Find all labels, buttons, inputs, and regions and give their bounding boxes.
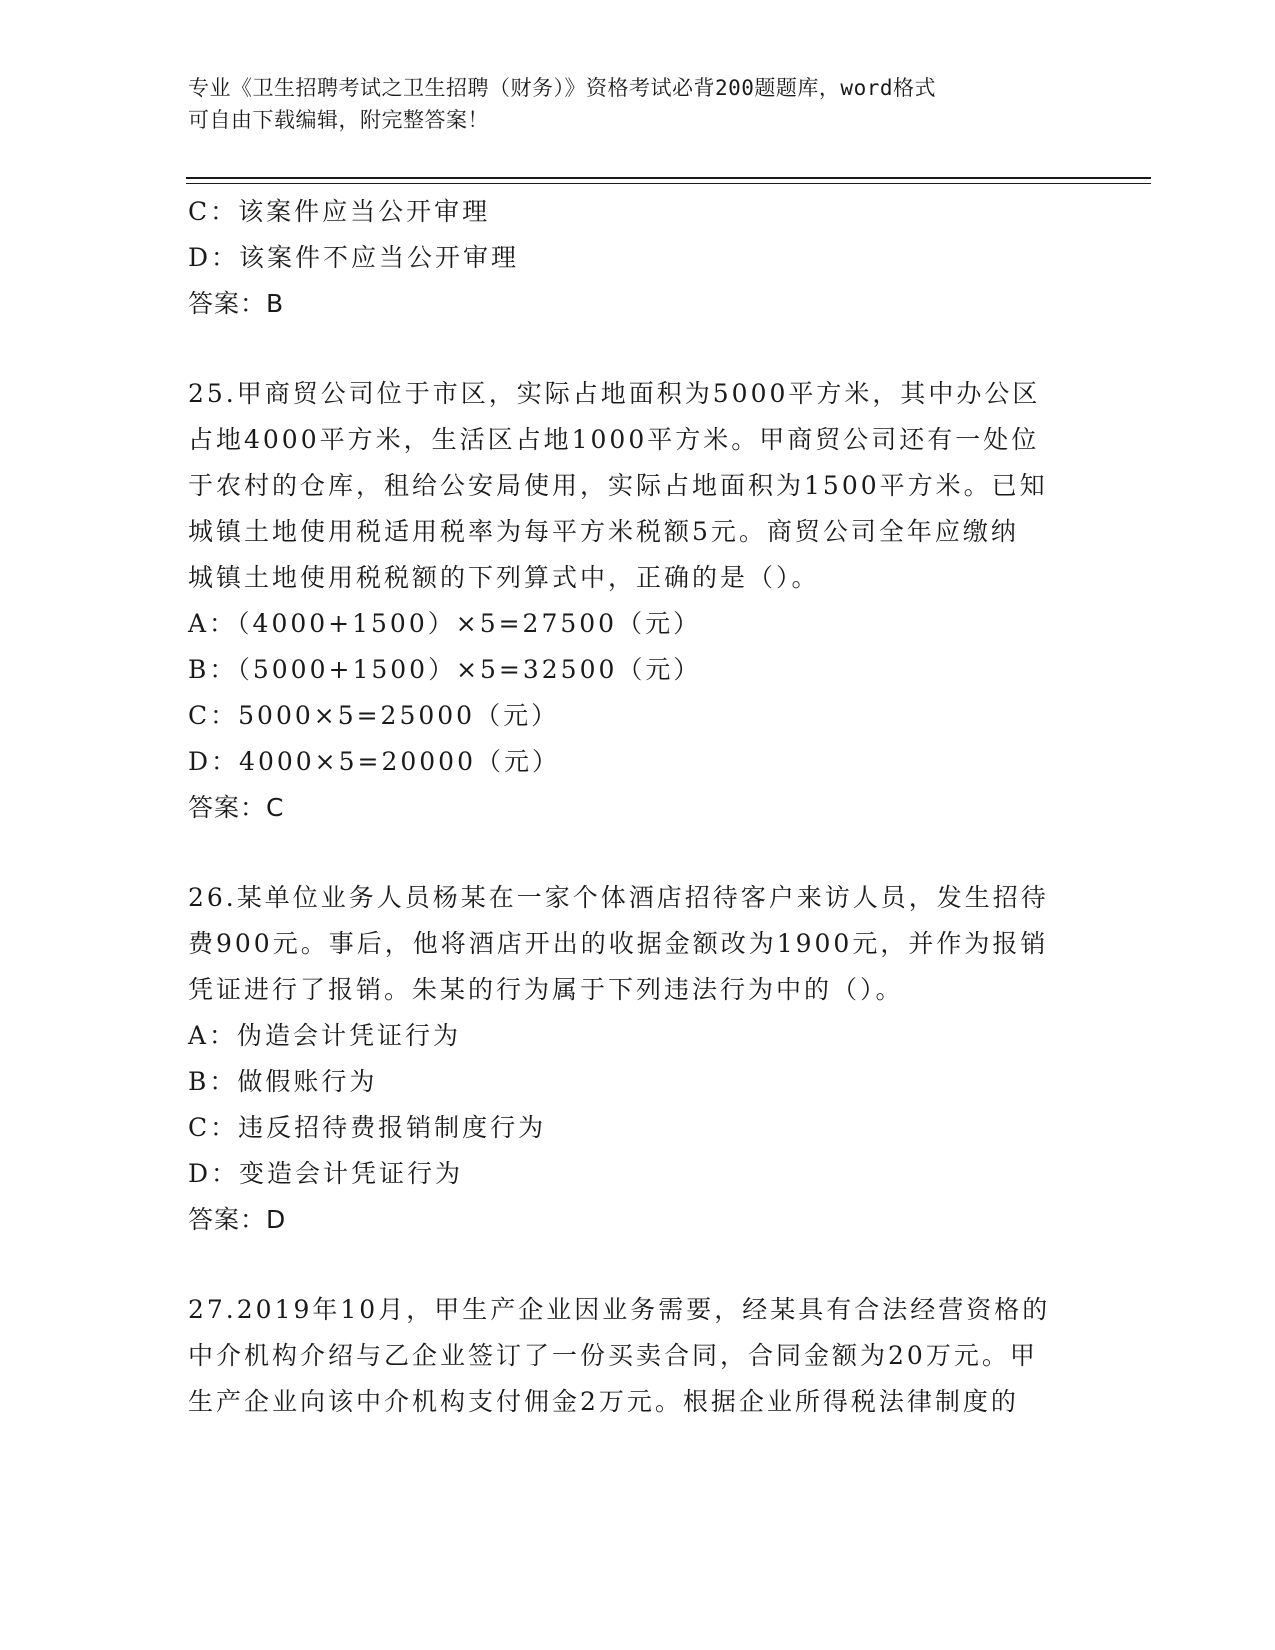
question-stem-line: 凭证进行了报销。朱某的行为属于下列违法行为中的（）。 (188, 975, 904, 1004)
header-line-2: 可自由下载编辑，附完整答案！ (188, 108, 489, 132)
option-d: D：该案件不应当公开审理 (188, 243, 520, 272)
spacer (188, 1243, 1068, 1287)
option-d: D：变造会计凭证行为 (188, 1159, 464, 1188)
option-c: C：5000×5=25000（元） (188, 701, 560, 730)
question-stem-line: 27.2019年10月，甲生产企业因业务需要，经某具有合法经营资格的 (188, 1295, 1051, 1324)
header-rule-thin (186, 183, 1151, 184)
document-body (188, 189, 1068, 1425)
option-b: B：（5000+1500）×5=32500（元） (188, 655, 702, 684)
header-rule-thick (186, 177, 1151, 179)
question-stem-line: 生产企业向该中介机构支付佣金2万元。根据企业所得税法律制度的 (188, 1387, 1019, 1416)
question-stem-line: 城镇土地使用税适用税率为每平方米税额5元。商贸公司全年应缴纳 (188, 517, 1019, 546)
spacer (188, 327, 1068, 371)
answer: 答案：C (188, 793, 285, 822)
option-c: C：违反招待费报销制度行为 (188, 1113, 547, 1142)
option-d: D：4000×5=20000（元） (188, 747, 560, 776)
document-header (188, 72, 1068, 136)
question-24 (188, 189, 1068, 327)
question-stem-line: 于农村的仓库，租给公安局使用，实际占地面积为1500平方米。已知 (188, 471, 1048, 500)
question-stem-line: 城镇土地使用税税额的下列算式中，正确的是（）。 (188, 563, 820, 592)
option-b: B：做假账行为 (188, 1067, 378, 1096)
answer: 答案：D (188, 1205, 287, 1234)
question-stem-line: 26.某单位业务人员杨某在一家个体酒店招待客户来访人员，发生招待 (188, 883, 1049, 912)
option-a: A：（4000+1500）×5=27500（元） (188, 609, 702, 638)
question-stem-line: 中介机构介绍与乙企业签订了一份买卖合同，合同金额为20万元。甲 (188, 1341, 1038, 1370)
question-stem-line: 费900元。事后，他将酒店开出的收据金额改为1900元，并作为报销 (188, 929, 1049, 958)
question-26 (188, 875, 1068, 1243)
question-27 (188, 1287, 1068, 1425)
header-line-1: 专业《卫生招聘考试之卫生招聘（财务）》资格考试必背200题题库，word格式 (188, 76, 936, 100)
question-stem-line: 25.甲商贸公司位于市区，实际占地面积为5000平方米，其中办公区 (188, 379, 1041, 408)
option-a: A：伪造会计凭证行为 (188, 1021, 462, 1050)
question-stem-line: 占地4000平方米，生活区占地1000平方米。甲商贸公司还有一处位 (188, 425, 1040, 454)
question-25 (188, 371, 1068, 831)
option-c: C：该案件应当公开审理 (188, 197, 491, 226)
spacer (188, 831, 1068, 875)
answer: 答案：B (188, 289, 285, 318)
